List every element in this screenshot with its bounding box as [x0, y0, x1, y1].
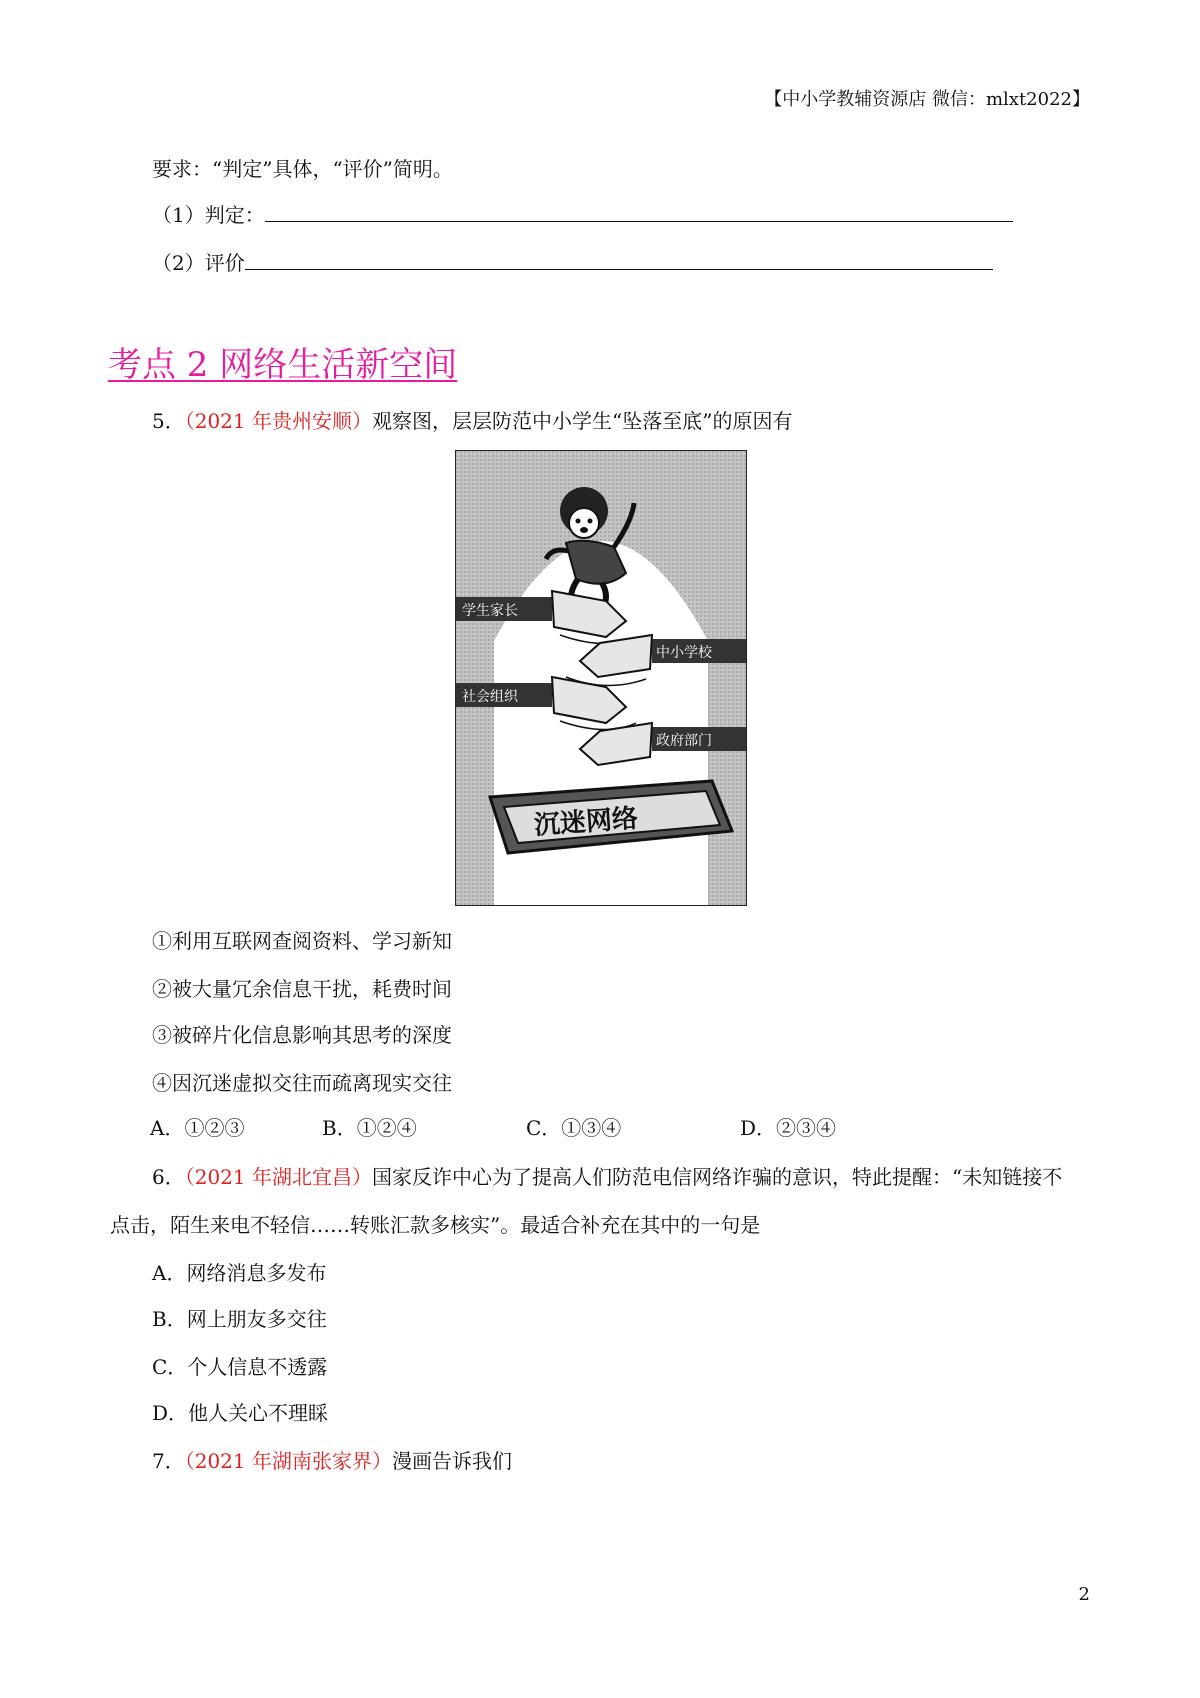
q6-stem-line1: [152, 1164, 1062, 1190]
page-number: 2: [1078, 1584, 1090, 1605]
evaluation-label: （2）评价: [152, 251, 245, 275]
q6-option-c[interactable]: C．个人信息不透露: [152, 1355, 328, 1379]
answer-line-judgement: [152, 202, 1013, 228]
q5-option-d[interactable]: D．②③④: [740, 1116, 837, 1140]
label-society: 社会组织: [462, 689, 518, 705]
q7-text: 漫画告诉我们: [392, 1449, 512, 1473]
q6-option-b[interactable]: B．网上朋友多交往: [152, 1307, 327, 1331]
label-addiction: 沉迷网络: [533, 803, 639, 841]
q5-option-b[interactable]: B．①②④: [322, 1116, 417, 1140]
q5-option-c[interactable]: C．①③④: [526, 1116, 622, 1140]
judgement-blank[interactable]: [265, 203, 1013, 222]
q5-text: 观察图，层层防范中小学生“坠落至底”的原因有: [372, 409, 793, 433]
judgement-label: （1）判定：: [152, 203, 265, 227]
q5-option-a[interactable]: A．①②③: [150, 1116, 245, 1140]
q6-text-1: 国家反诈中心为了提高人们防范电信网络诈骗的意识，特此提醒：“未知链接不: [372, 1165, 1063, 1189]
q6-source: （2021 年湖北宜昌）: [184, 1165, 372, 1189]
label-government: 政府部门: [656, 733, 712, 749]
q6-number: 6．: [152, 1165, 185, 1189]
q6-stem-line2: 点击，陌生来电不轻信……转账汇款多核实”。最适合补充在其中的一句是: [110, 1213, 761, 1237]
q7-number: 7．: [152, 1449, 185, 1473]
label-school: 中小学校: [656, 645, 712, 661]
evaluation-blank[interactable]: [245, 251, 993, 270]
q5-statement-4: ④因沉迷虚拟交往而疏离现实交往: [152, 1071, 452, 1095]
q5-number: 5．: [152, 409, 185, 433]
cartoon-image: [455, 450, 747, 906]
cartoon-drawing: [456, 451, 746, 905]
q6-option-a[interactable]: A．网络消息多发布: [152, 1261, 327, 1285]
q7-stem: [152, 1448, 512, 1474]
q5-statement-3: ③被碎片化信息影响其思考的深度: [152, 1023, 452, 1047]
requirement-text: 要求：“判定”具体，“评价”简明。: [152, 157, 453, 181]
answer-line-evaluation: [152, 250, 993, 276]
q5-source: （2021 年贵州安顺）: [184, 409, 372, 433]
q7-source: （2021 年湖南张家界）: [184, 1449, 392, 1473]
label-parents: 学生家长: [462, 603, 518, 619]
q6-option-d[interactable]: D．他人关心不理睬: [152, 1401, 329, 1425]
q5-statement-2: ②被大量冗余信息干扰，耗费时间: [152, 977, 452, 1001]
q5-statement-1: ①利用互联网查阅资料、学习新知: [152, 929, 452, 953]
section-title: 考点 2 网络生活新空间: [108, 345, 458, 385]
q5-stem: [152, 408, 792, 434]
page-header: 【中小学教辅资源店 微信：mlxt2022】: [764, 89, 1090, 110]
